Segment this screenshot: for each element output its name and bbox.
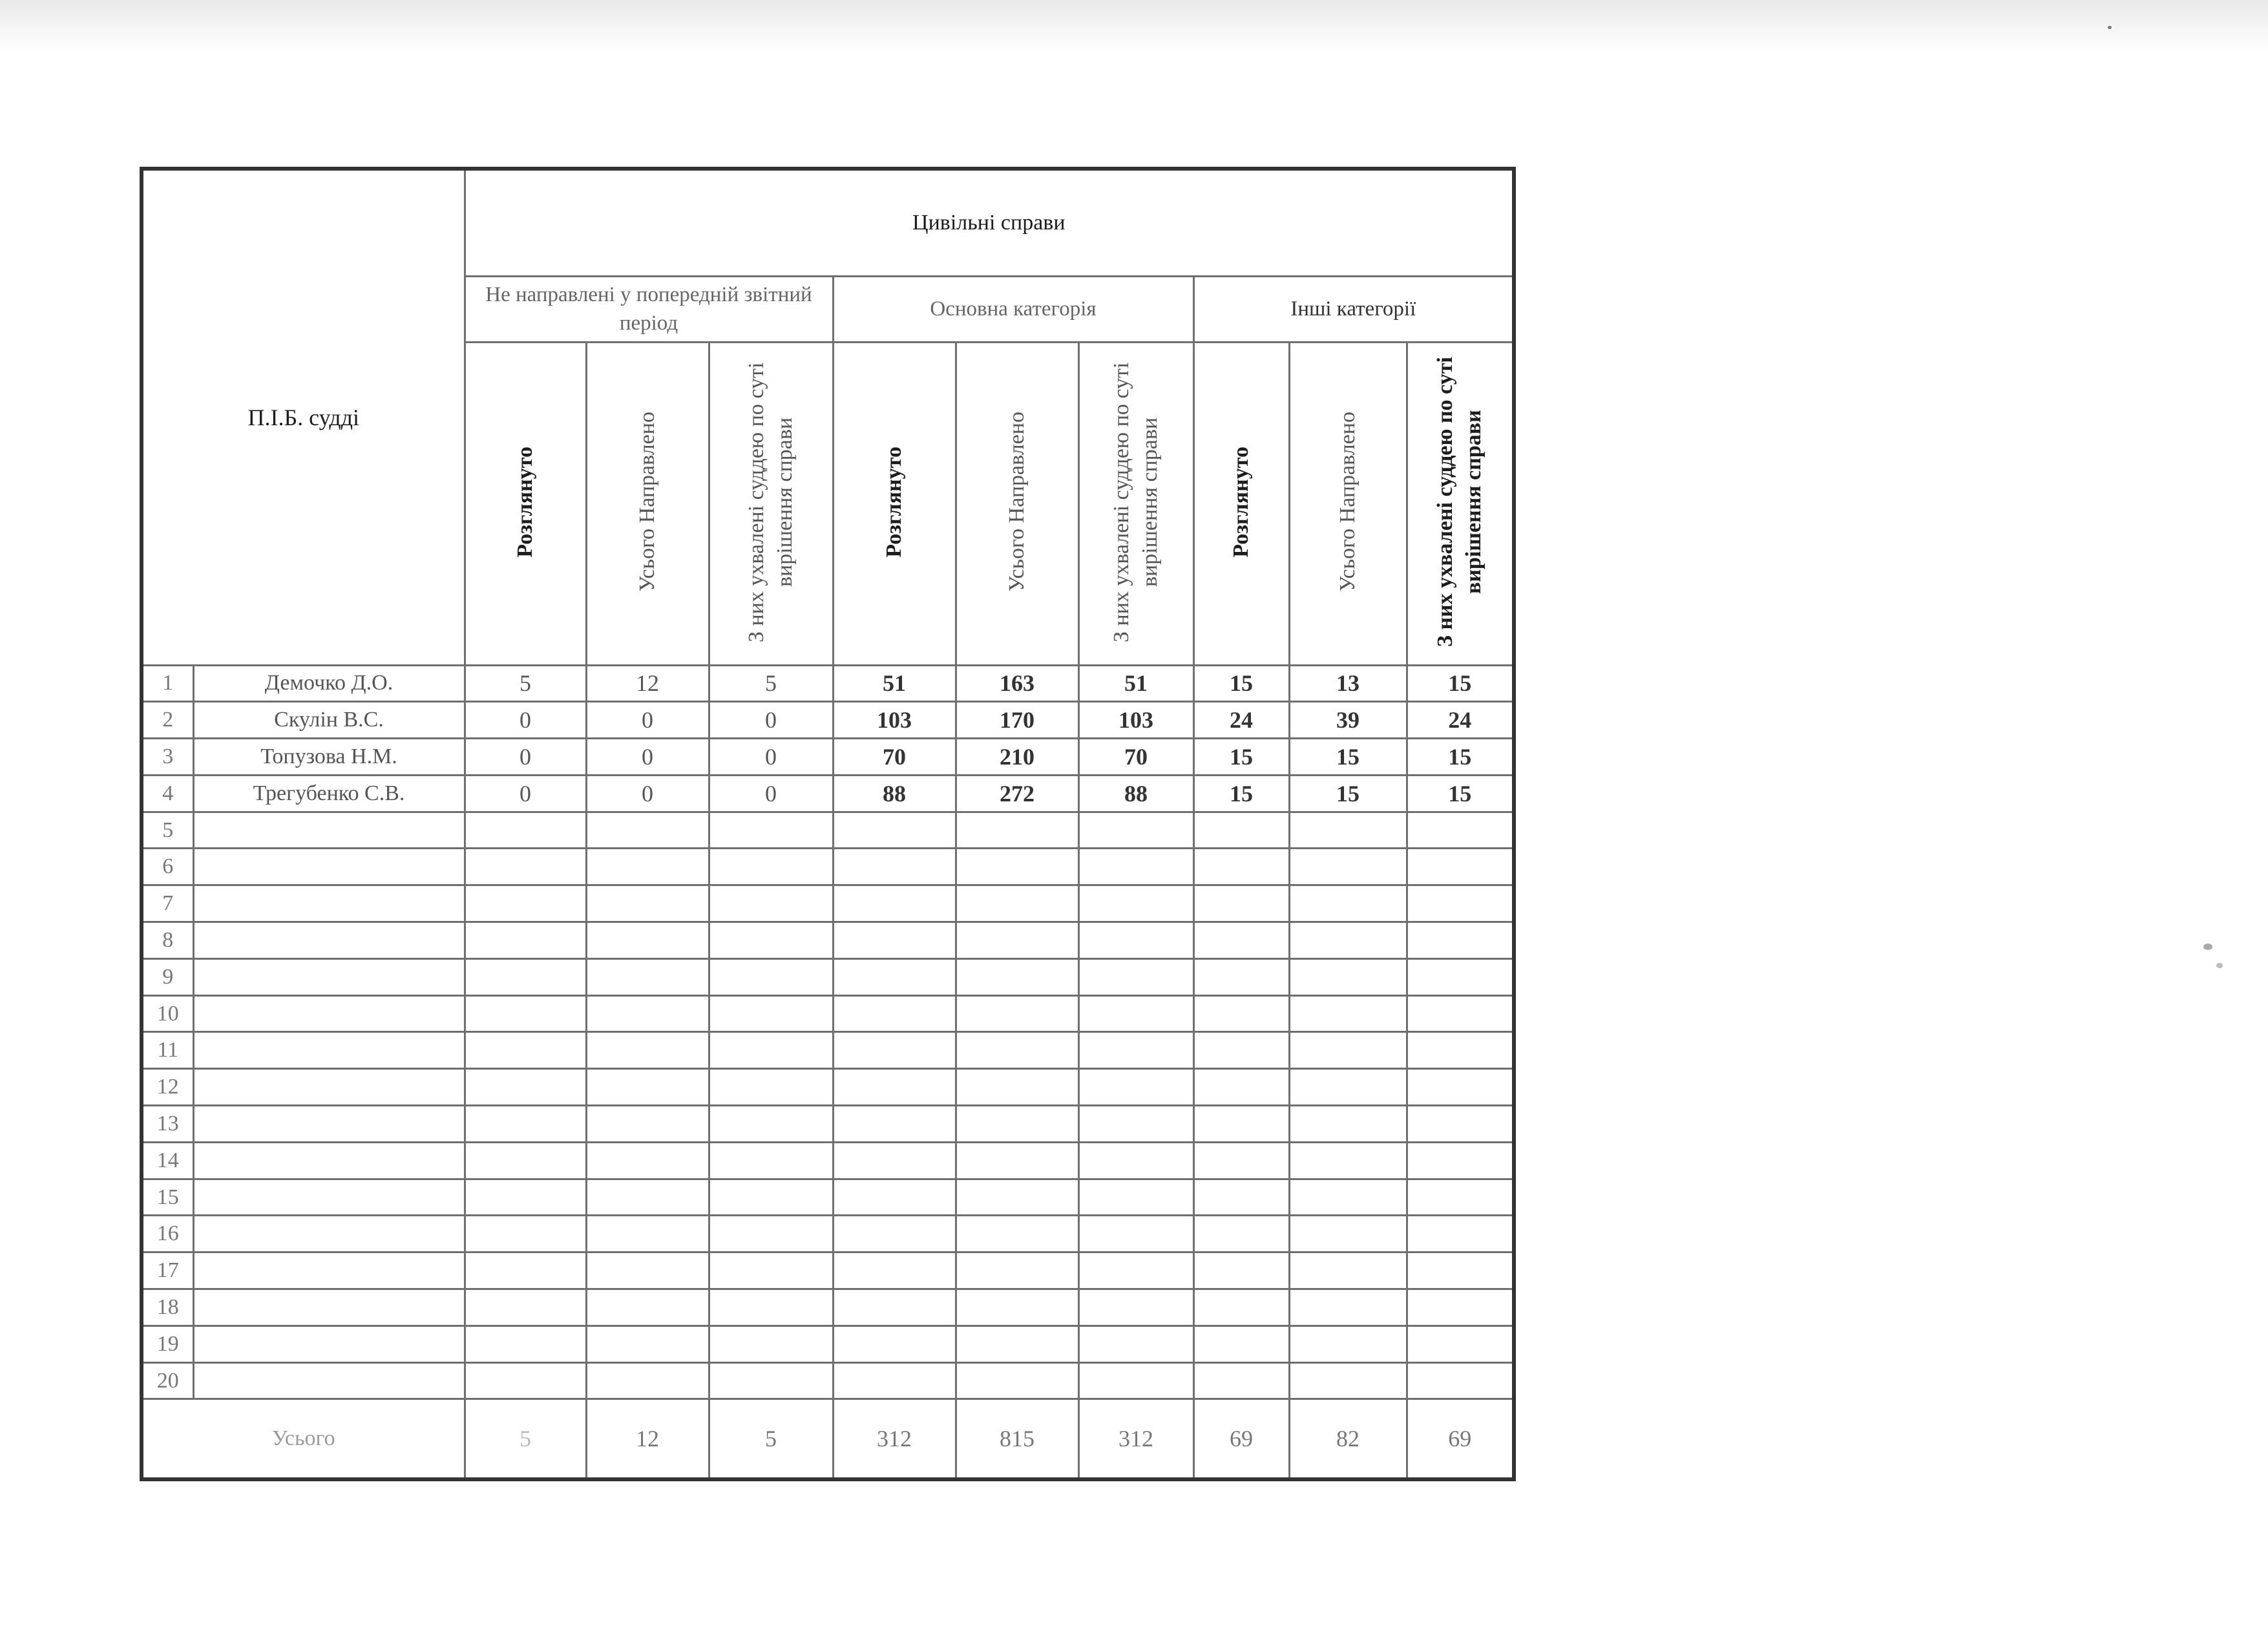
value-cell xyxy=(833,1252,956,1289)
judge-name xyxy=(193,1289,465,1326)
value-cell xyxy=(709,1216,833,1252)
value-cell: 5 xyxy=(465,665,586,702)
value-cell xyxy=(1193,1032,1289,1069)
value-cell xyxy=(586,1032,709,1069)
row-number: 16 xyxy=(142,1216,193,1252)
value-cell: 103 xyxy=(1078,702,1193,739)
value-cell xyxy=(1193,1252,1289,1289)
value-cell xyxy=(833,922,956,959)
value-cell xyxy=(465,1289,586,1326)
value-cell: 0 xyxy=(709,739,833,776)
civil-cases-title: Цивільні справи xyxy=(465,169,1514,276)
value-cell xyxy=(1078,1326,1193,1362)
value-cell xyxy=(709,1106,833,1143)
value-cell xyxy=(1289,922,1407,959)
value-cell: 51 xyxy=(833,665,956,702)
value-cell xyxy=(1407,812,1514,849)
value-cell xyxy=(1289,812,1407,849)
value-cell xyxy=(709,958,833,995)
value-cell xyxy=(586,1069,709,1106)
value-cell: 15 xyxy=(1193,665,1289,702)
value-cell xyxy=(1078,1289,1193,1326)
value-cell xyxy=(1289,1142,1407,1179)
value-cell: 15 xyxy=(1289,739,1407,776)
value-cell: 24 xyxy=(1407,702,1514,739)
table-row xyxy=(142,1289,1514,1326)
value-cell xyxy=(586,958,709,995)
value-cell xyxy=(956,885,1078,922)
table-row xyxy=(142,1179,1514,1216)
table-row xyxy=(142,1252,1514,1289)
value-cell: 70 xyxy=(1078,739,1193,776)
value-cell xyxy=(709,1362,833,1399)
value-cell xyxy=(1193,1326,1289,1362)
value-cell xyxy=(1289,1179,1407,1216)
value-cell: 210 xyxy=(956,739,1078,776)
value-cell xyxy=(1078,849,1193,885)
value-cell xyxy=(956,812,1078,849)
value-cell xyxy=(465,1032,586,1069)
value-cell xyxy=(709,995,833,1032)
value-cell xyxy=(1078,885,1193,922)
value-cell: 0 xyxy=(586,702,709,739)
value-cell xyxy=(709,1289,833,1326)
row-number: 14 xyxy=(142,1142,193,1179)
table-row xyxy=(142,1069,1514,1106)
total-cell: 12 xyxy=(586,1399,709,1479)
totals-label: Усього xyxy=(142,1399,465,1479)
total-cell: 312 xyxy=(1078,1399,1193,1479)
value-cell xyxy=(1289,1106,1407,1143)
value-cell xyxy=(956,1252,1078,1289)
judge-name xyxy=(193,1032,465,1069)
value-cell xyxy=(1078,1032,1193,1069)
value-cell xyxy=(1078,1362,1193,1399)
value-cell xyxy=(833,885,956,922)
row-number: 2 xyxy=(142,702,193,739)
value-cell xyxy=(465,1326,586,1362)
col-header-decided-on-merits: З них ухвалені суддею по суті вирішення справи xyxy=(1407,342,1514,665)
value-cell xyxy=(956,1216,1078,1252)
value-cell: 39 xyxy=(1289,702,1407,739)
value-cell: 51 xyxy=(1078,665,1193,702)
col-header-total-sent: Усього Направлено xyxy=(586,342,709,665)
value-cell xyxy=(1407,958,1514,995)
judge-name xyxy=(193,849,465,885)
total-cell: 5 xyxy=(465,1399,586,1479)
judge-name: Демочко Д.О. xyxy=(193,665,465,702)
judge-name-header: П.І.Б. судді xyxy=(142,169,465,665)
table-row xyxy=(142,812,1514,849)
value-cell xyxy=(956,995,1078,1032)
civil-cases-report-table xyxy=(140,167,1516,1481)
value-cell xyxy=(465,1179,586,1216)
value-cell xyxy=(465,995,586,1032)
value-cell xyxy=(1407,1216,1514,1252)
value-cell xyxy=(1407,1326,1514,1362)
value-cell xyxy=(586,1252,709,1289)
row-number: 1 xyxy=(142,665,193,702)
value-cell xyxy=(1289,849,1407,885)
row-number: 19 xyxy=(142,1326,193,1362)
value-cell xyxy=(586,1289,709,1326)
value-cell xyxy=(1193,922,1289,959)
col-header-reviewed: Розглянуто xyxy=(465,342,586,665)
value-cell: 15 xyxy=(1407,739,1514,776)
value-cell xyxy=(1407,1032,1514,1069)
value-cell xyxy=(586,812,709,849)
row-number: 6 xyxy=(142,849,193,885)
table-row xyxy=(142,849,1514,885)
value-cell: 88 xyxy=(833,775,956,812)
value-cell xyxy=(465,1142,586,1179)
value-cell xyxy=(1078,1142,1193,1179)
value-cell xyxy=(1193,885,1289,922)
total-cell: 5 xyxy=(709,1399,833,1479)
value-cell: 15 xyxy=(1407,775,1514,812)
value-cell xyxy=(1407,1289,1514,1326)
judge-name xyxy=(193,1142,465,1179)
value-cell xyxy=(833,1289,956,1326)
value-cell xyxy=(1193,995,1289,1032)
value-cell xyxy=(1289,958,1407,995)
judge-name xyxy=(193,1179,465,1216)
judge-name xyxy=(193,812,465,849)
value-cell xyxy=(1289,1216,1407,1252)
row-number: 4 xyxy=(142,775,193,812)
value-cell xyxy=(1407,1362,1514,1399)
value-cell xyxy=(956,849,1078,885)
value-cell xyxy=(1193,1106,1289,1143)
value-cell xyxy=(709,1069,833,1106)
group-main-category: Основна категорія xyxy=(833,276,1193,342)
value-cell xyxy=(586,922,709,959)
table-row xyxy=(142,1362,1514,1399)
col-header-total-sent: Усього Направлено xyxy=(1289,342,1407,665)
value-cell xyxy=(833,1326,956,1362)
judge-name: Скулін В.С. xyxy=(193,702,465,739)
judge-name xyxy=(193,1252,465,1289)
row-number: 13 xyxy=(142,1106,193,1143)
value-cell xyxy=(1289,1289,1407,1326)
value-cell xyxy=(709,922,833,959)
judge-name: Топузова Н.М. xyxy=(193,739,465,776)
value-cell xyxy=(709,812,833,849)
table-row xyxy=(142,922,1514,959)
value-cell xyxy=(1078,1216,1193,1252)
value-cell xyxy=(1407,1069,1514,1106)
value-cell xyxy=(465,885,586,922)
value-cell xyxy=(833,1179,956,1216)
table-row xyxy=(142,1142,1514,1179)
value-cell xyxy=(1289,995,1407,1032)
table-row xyxy=(142,1032,1514,1069)
col-header-total-sent: Усього Направлено xyxy=(956,342,1078,665)
total-cell: 312 xyxy=(833,1399,956,1479)
value-cell xyxy=(1078,922,1193,959)
value-cell: 24 xyxy=(1193,702,1289,739)
judge-name xyxy=(193,958,465,995)
value-cell xyxy=(1289,1069,1407,1106)
value-cell xyxy=(956,1142,1078,1179)
total-cell: 69 xyxy=(1193,1399,1289,1479)
value-cell: 0 xyxy=(465,775,586,812)
value-cell: 163 xyxy=(956,665,1078,702)
value-cell xyxy=(709,1032,833,1069)
value-cell xyxy=(833,1216,956,1252)
value-cell: 15 xyxy=(1193,775,1289,812)
row-number: 17 xyxy=(142,1252,193,1289)
value-cell xyxy=(833,1362,956,1399)
group-other-categories: Інші категорії xyxy=(1193,276,1514,342)
value-cell xyxy=(1193,1289,1289,1326)
row-number: 3 xyxy=(142,739,193,776)
scan-speck xyxy=(2203,944,2212,950)
value-cell: 0 xyxy=(465,739,586,776)
value-cell xyxy=(956,922,1078,959)
row-number: 11 xyxy=(142,1032,193,1069)
value-cell: 15 xyxy=(1407,665,1514,702)
value-cell xyxy=(465,958,586,995)
value-cell xyxy=(586,1362,709,1399)
value-cell xyxy=(1407,1142,1514,1179)
value-cell xyxy=(1289,1362,1407,1399)
value-cell xyxy=(465,1252,586,1289)
value-cell xyxy=(465,1362,586,1399)
value-cell xyxy=(1193,1142,1289,1179)
table-row xyxy=(142,702,1514,739)
table-row xyxy=(142,775,1514,812)
row-number: 12 xyxy=(142,1069,193,1106)
value-cell xyxy=(956,1106,1078,1143)
value-cell xyxy=(586,1179,709,1216)
value-cell xyxy=(465,849,586,885)
value-cell xyxy=(956,1032,1078,1069)
value-cell xyxy=(709,1179,833,1216)
row-number: 18 xyxy=(142,1289,193,1326)
value-cell xyxy=(956,1326,1078,1362)
value-cell xyxy=(1407,885,1514,922)
value-cell: 170 xyxy=(956,702,1078,739)
value-cell xyxy=(1407,1179,1514,1216)
value-cell xyxy=(956,958,1078,995)
judge-name xyxy=(193,1216,465,1252)
value-cell xyxy=(956,1069,1078,1106)
table-row xyxy=(142,958,1514,995)
value-cell: 272 xyxy=(956,775,1078,812)
value-cell xyxy=(1193,1069,1289,1106)
value-cell xyxy=(465,922,586,959)
value-cell: 103 xyxy=(833,702,956,739)
value-cell: 0 xyxy=(465,702,586,739)
table-row xyxy=(142,885,1514,922)
value-cell xyxy=(1289,1326,1407,1362)
value-cell xyxy=(1078,1069,1193,1106)
value-cell xyxy=(586,885,709,922)
value-cell xyxy=(709,849,833,885)
col-header-decided-on-merits: З них ухвалені суддею по суті вирішення справи xyxy=(709,342,833,665)
judge-name xyxy=(193,1069,465,1106)
value-cell xyxy=(1078,1106,1193,1143)
value-cell: 0 xyxy=(709,775,833,812)
value-cell xyxy=(1407,1106,1514,1143)
value-cell xyxy=(586,1216,709,1252)
row-number: 10 xyxy=(142,995,193,1032)
value-cell xyxy=(833,1106,956,1143)
value-cell xyxy=(586,849,709,885)
judge-name xyxy=(193,922,465,959)
value-cell: 70 xyxy=(833,739,956,776)
judge-name xyxy=(193,1362,465,1399)
table-row xyxy=(142,739,1514,776)
value-cell xyxy=(1078,1179,1193,1216)
row-number: 5 xyxy=(142,812,193,849)
row-number: 15 xyxy=(142,1179,193,1216)
value-cell xyxy=(1078,958,1193,995)
value-cell xyxy=(833,849,956,885)
value-cell xyxy=(1078,995,1193,1032)
value-cell xyxy=(1193,812,1289,849)
value-cell xyxy=(1407,922,1514,959)
value-cell: 88 xyxy=(1078,775,1193,812)
value-cell xyxy=(1078,1252,1193,1289)
table-row xyxy=(142,1326,1514,1362)
value-cell xyxy=(833,958,956,995)
judge-name xyxy=(193,1106,465,1143)
col-header-decided-on-merits: З них ухвалені суддею по суті вирішення справи xyxy=(1078,342,1193,665)
value-cell xyxy=(833,1142,956,1179)
value-cell xyxy=(956,1362,1078,1399)
value-cell: 13 xyxy=(1289,665,1407,702)
col-header-reviewed: Розглянуто xyxy=(833,342,956,665)
value-cell: 15 xyxy=(1289,775,1407,812)
table-row xyxy=(142,1216,1514,1252)
totals-row xyxy=(142,1399,1514,1479)
value-cell xyxy=(1289,1252,1407,1289)
scan-speck xyxy=(2216,963,2223,968)
value-cell xyxy=(586,995,709,1032)
value-cell xyxy=(956,1179,1078,1216)
value-cell xyxy=(1078,812,1193,849)
row-number: 20 xyxy=(142,1362,193,1399)
row-number: 8 xyxy=(142,922,193,959)
table-row xyxy=(142,995,1514,1032)
scan-speck xyxy=(2108,26,2112,29)
total-cell: 69 xyxy=(1407,1399,1514,1479)
value-cell xyxy=(586,1326,709,1362)
value-cell xyxy=(833,1032,956,1069)
value-cell: 5 xyxy=(709,665,833,702)
value-cell xyxy=(709,1142,833,1179)
judge-name: Трегубенко С.В. xyxy=(193,775,465,812)
value-cell: 15 xyxy=(1193,739,1289,776)
row-number: 7 xyxy=(142,885,193,922)
scan-top-shadow xyxy=(0,0,2268,52)
value-cell xyxy=(709,1326,833,1362)
value-cell xyxy=(1407,995,1514,1032)
value-cell xyxy=(586,1142,709,1179)
value-cell xyxy=(956,1289,1078,1326)
row-number: 9 xyxy=(142,958,193,995)
value-cell xyxy=(1407,1252,1514,1289)
value-cell xyxy=(465,1216,586,1252)
value-cell xyxy=(465,1106,586,1143)
value-cell xyxy=(833,812,956,849)
group-not-sent-previous-period: Не направлені у попередній звітний період xyxy=(465,276,833,342)
col-header-reviewed: Розглянуто xyxy=(1193,342,1289,665)
value-cell: 0 xyxy=(586,739,709,776)
value-cell xyxy=(709,885,833,922)
total-cell: 82 xyxy=(1289,1399,1407,1479)
value-cell xyxy=(1193,1362,1289,1399)
value-cell: 12 xyxy=(586,665,709,702)
judge-name xyxy=(193,1326,465,1362)
value-cell xyxy=(586,1106,709,1143)
value-cell xyxy=(833,995,956,1032)
value-cell xyxy=(1289,1032,1407,1069)
judge-name xyxy=(193,995,465,1032)
value-cell xyxy=(1193,849,1289,885)
value-cell xyxy=(465,1069,586,1106)
value-cell xyxy=(1193,1179,1289,1216)
table-row xyxy=(142,665,1514,702)
value-cell xyxy=(1193,958,1289,995)
value-cell xyxy=(1407,849,1514,885)
total-cell: 815 xyxy=(956,1399,1078,1479)
value-cell: 0 xyxy=(709,702,833,739)
value-cell xyxy=(1289,885,1407,922)
value-cell xyxy=(465,812,586,849)
value-cell: 0 xyxy=(586,775,709,812)
table-row xyxy=(142,1106,1514,1143)
value-cell xyxy=(1193,1216,1289,1252)
value-cell xyxy=(833,1069,956,1106)
value-cell xyxy=(709,1252,833,1289)
judge-name xyxy=(193,885,465,922)
